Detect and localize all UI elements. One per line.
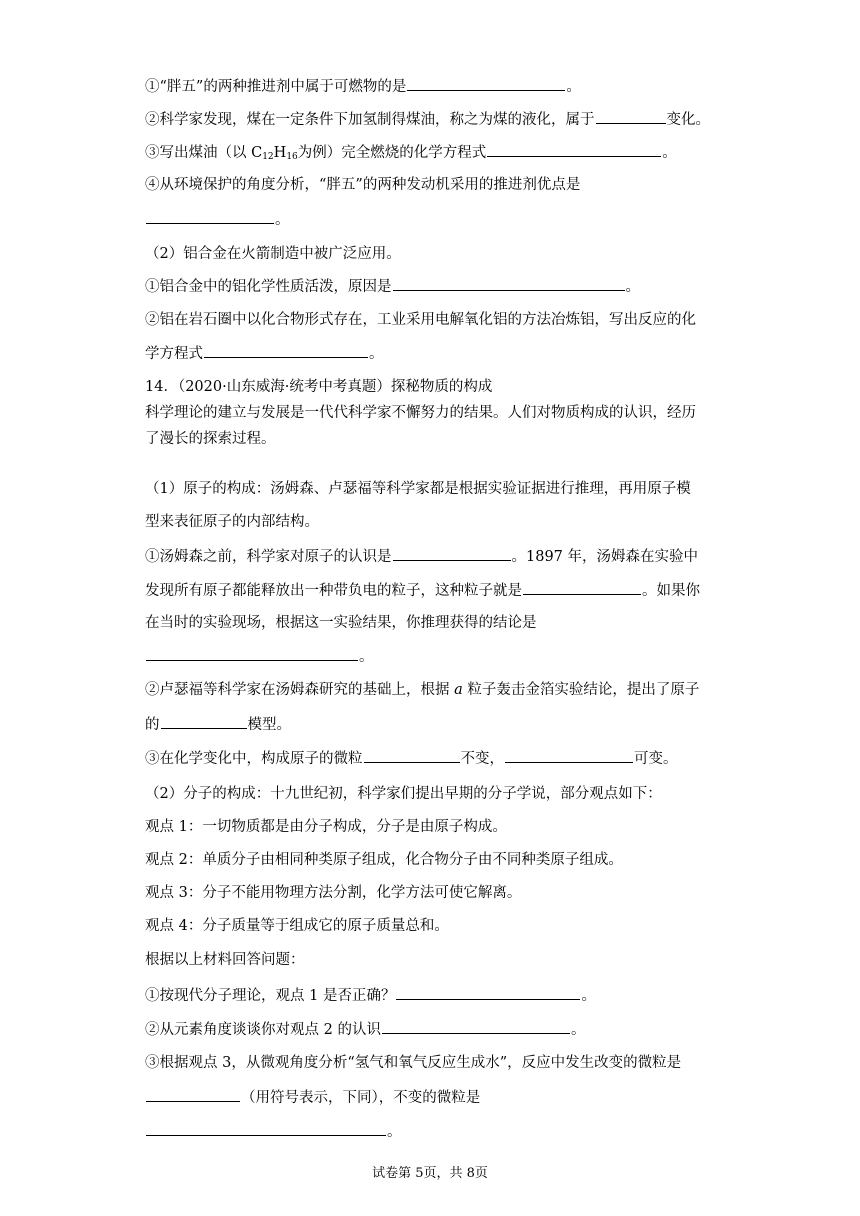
- answer-blank[interactable]: [396, 985, 580, 1000]
- q14-1-heading: （1）原子的构成：汤姆森、卢瑟福等科学家都是根据实验证据进行推理，再用原子模: [145, 481, 691, 497]
- answer-blank[interactable]: [146, 209, 274, 224]
- q14-2-part3-answer: 。: [145, 1121, 402, 1142]
- answer-blank[interactable]: [523, 580, 641, 595]
- q13-1-part4-answer: 。: [145, 209, 290, 230]
- page-footer: 试卷第 5页，共 8页: [372, 1166, 488, 1181]
- q13-2-heading: （2）铝合金在火箭制造中被广泛应用。: [145, 246, 401, 262]
- q13-1-part1: ①“胖五”的两种推进剂中属于可燃物的是 。: [145, 76, 581, 97]
- answer-blank[interactable]: [596, 109, 666, 124]
- q14-1-part2-cont: 的 模型。: [145, 714, 291, 735]
- viewpoint-1: 观点 1：一切物质都是由分子构成，分子是由原子构成。: [145, 819, 507, 835]
- answer-blank[interactable]: [393, 546, 511, 561]
- viewpoint-4: 观点 4：分子质量等于组成它的原子质量总和。: [145, 918, 449, 934]
- q13-2-part1: ①铝合金中的铝化学性质活泼，原因是 。: [145, 276, 640, 297]
- viewpoint-3: 观点 3：分子不能用物理方法分割，化学方法可使它解离。: [145, 885, 522, 901]
- answer-blank[interactable]: [505, 748, 633, 763]
- q14-2-part3: ③根据观点 3，从微观角度分析“氢气和氧气反应生成水”，反应中发生改变的微粒是: [145, 1055, 682, 1071]
- q14-intro-1: 科学理论的建立与发展是一代代科学家不懈努力的结果。人们对物质构成的认识，经历: [145, 405, 696, 421]
- q14-2-prompt: 根据以上材料回答问题：: [145, 952, 305, 968]
- q13-2-part2-cont: 学方程式 。: [145, 343, 384, 364]
- q14-1-part1-cont2: 在当时的实验现场，根据这一实验结果，你推理获得的结论是: [145, 615, 537, 631]
- answer-blank[interactable]: [393, 276, 625, 291]
- q14-1-part2: ②卢瑟福等科学家在汤姆森研究的基础上，根据 a 粒子轰击金箔实验结论，提出了原子: [145, 682, 700, 698]
- q14-2-heading: （2）分子的构成：十九世纪初，科学家们提出早期的分子学说，部分观点如下：: [145, 786, 662, 802]
- answer-blank[interactable]: [487, 142, 661, 157]
- answer-blank[interactable]: [161, 714, 247, 729]
- viewpoint-2: 观点 2：单质分子由相同种类原子组成，化合物分子由不同种类原子组成。: [145, 852, 623, 868]
- q14-intro-2: 了漫长的探索过程。: [145, 431, 276, 447]
- q13-1-part2: ②科学家发现，煤在一定条件下加氢制得煤油，称之为煤的液化，属于 变化。: [145, 109, 710, 130]
- q14-1-part1-cont: 发现所有原子都能释放出一种带负电的粒子，这种粒子就是 。如果你: [145, 580, 700, 601]
- q14-1-heading-cont: 型来表征原子的内部结构。: [145, 514, 319, 530]
- q14-2-part1: ①按现代分子理论，观点 1 是否正确？ 。: [145, 985, 596, 1006]
- answer-blank[interactable]: [364, 748, 460, 763]
- q13-1-part4: ④从环境保护的角度分析，“胖五”的两种发动机采用的推进剂优点是: [145, 177, 581, 193]
- answer-blank[interactable]: [146, 1087, 240, 1102]
- answer-blank[interactable]: [204, 343, 368, 358]
- q14-title: 14．（2020·山东威海·统考中考真题）探秘物质的构成: [145, 379, 493, 395]
- q14-2-part2: ②从元素角度谈谈你对观点 2 的认识 。: [145, 1019, 585, 1040]
- q14-1-part1: ①汤姆森之前，科学家对原子的认识是 。1897 年，汤姆森在实验中: [145, 546, 698, 567]
- answer-blank[interactable]: [407, 76, 565, 91]
- q14-1-part1-answer: 。: [145, 646, 374, 667]
- answer-blank[interactable]: [146, 646, 358, 661]
- q13-1-part3: ③写出煤油（以 $C_{12}H_{16}$为例）完全燃烧的化学方程式 。: [145, 142, 677, 163]
- q13-2-part2: ②铝在岩石圈中以化合物形式存在，工业采用电解氧化铝的方法冶炼铝，写出反应的化: [145, 312, 696, 328]
- answer-blank[interactable]: [146, 1121, 386, 1136]
- answer-blank[interactable]: [382, 1019, 570, 1034]
- q14-1-part3: ③在化学变化中，构成原子的微粒 不变， 可变。: [145, 748, 678, 769]
- q14-2-part3-cont: （用符号表示，下同），不变的微粒是: [145, 1087, 480, 1108]
